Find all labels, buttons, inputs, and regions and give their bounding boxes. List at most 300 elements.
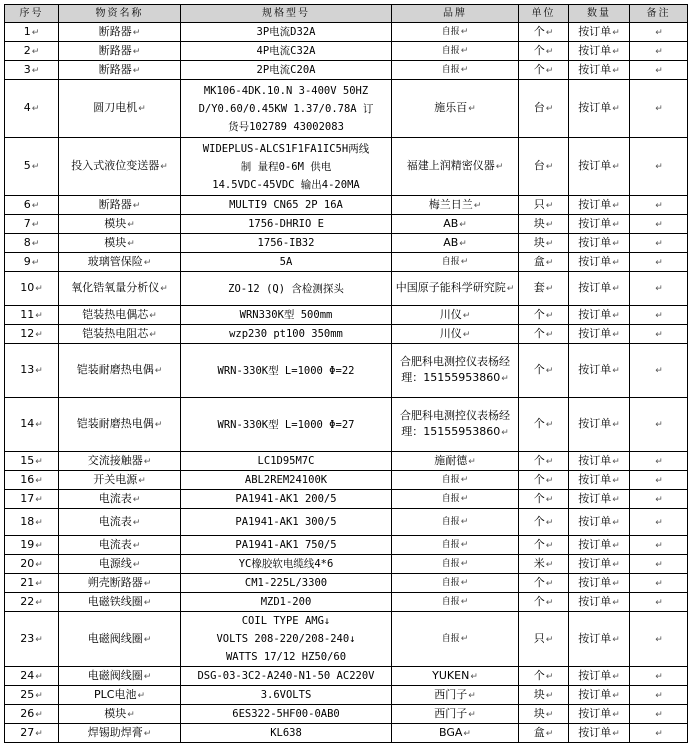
cell-brand-text: 施乐百 [434,101,468,114]
table-row [5,23,688,42]
cell-no [5,138,59,196]
paragraph-mark-icon: ↵ [132,65,141,76]
cell-brand [392,61,519,80]
cell-qty [569,574,630,593]
paragraph-mark-icon: ↵ [462,310,471,321]
cell-spec [181,306,392,325]
paragraph-mark-icon: ↵ [612,27,620,38]
cell-brand [392,272,519,306]
paragraph-mark-icon: ↵ [460,517,469,527]
table-row [5,61,688,80]
cell-note [630,574,688,593]
cell-note [630,667,688,686]
cell-brand-text: 自报 [441,597,460,607]
paragraph-mark-icon: ↵ [655,219,663,230]
paragraph-mark-icon: ↵ [612,456,620,467]
cell-note [630,344,688,398]
paragraph-mark-icon: ↵ [612,517,620,528]
cell-no [5,215,59,234]
table-row [5,80,688,138]
cell-spec [181,536,392,555]
table-row [5,667,688,686]
paragraph-mark-icon: ↵ [132,494,141,505]
cell-name-text: 氧化锆氧量分析仪 [71,281,160,294]
paragraph-mark-icon: ↵ [612,559,620,570]
cell-qty [569,215,630,234]
paragraph-mark-icon: ↵ [35,540,43,551]
cell-note [630,724,688,743]
cell-name [59,452,181,471]
cell-no-text: 1 [23,24,31,38]
cell-note [630,23,688,42]
spec-line: WRN-330K型 L=1000 Φ=27 [217,418,355,431]
spec-line: DSG-03-3C2-A240-N1-50 AC220V [197,670,375,682]
cell-qty [569,509,630,536]
spec-line: 3P电流D32A [256,26,316,38]
cell-no [5,471,59,490]
cell-brand-text: 施耐德 [434,453,468,467]
paragraph-mark-icon: ↵ [31,238,40,249]
cell-name-text: 模块 [104,216,127,230]
cell-unit [519,253,569,272]
cell-brand [392,138,519,196]
cell-brand [392,23,519,42]
paragraph-mark-icon: ↵ [545,420,554,430]
paragraph-mark-icon: ↵ [31,219,40,230]
cell-brand [392,574,519,593]
paragraph-mark-icon: ↵ [545,310,554,321]
spec-line: 1756-IB32 [257,237,315,249]
cell-no [5,253,59,272]
cell-unit [519,471,569,490]
cell-brand-text: BGA [439,725,463,739]
cell-name [59,23,181,42]
cell-qty-text: 按订单 [578,254,612,268]
cell-brand [392,667,519,686]
paragraph-mark-icon: ↵ [35,728,43,739]
paragraph-mark-icon: ↵ [149,310,157,321]
header-name: 物资名称 [59,5,181,23]
cell-qty-text: 按订单 [578,235,612,249]
cell-brand-text: AB [443,216,459,230]
cell-name-text: PLC电池 [94,687,137,701]
paragraph-mark-icon: ↵ [545,559,554,570]
cell-spec [181,61,392,80]
spec-line: 货号102789 43002083 [228,120,344,133]
header-row [5,5,688,23]
cell-note [630,490,688,509]
paragraph-mark-icon: ↵ [655,540,663,551]
cell-no [5,724,59,743]
paragraph-mark-icon: ↵ [612,257,620,268]
spec-line: 制 量程0-6M 供电 [240,160,332,173]
cell-name [59,325,181,344]
spec-line: PA1941-AK1 750/5 [235,539,337,551]
cell-unit-text: 个 [533,417,545,430]
paragraph-mark-icon: ↵ [612,690,620,701]
paragraph-mark-icon: ↵ [545,475,554,486]
cell-unit-text: 个 [533,472,545,486]
paragraph-mark-icon: ↵ [127,219,135,230]
spec-line: MK106-4DK.10.N 3-400V 50HZ [203,84,369,97]
cell-brand-text: 自报 [441,475,460,485]
paragraph-mark-icon: ↵ [612,219,620,230]
cell-name-text: 模块 [104,706,127,720]
cell-note [630,555,688,574]
paragraph-mark-icon: ↵ [132,200,141,211]
cell-qty-text: 按订单 [578,537,612,551]
paragraph-mark-icon: ↵ [612,540,620,551]
table-row [5,452,688,471]
cell-spec [181,253,392,272]
paragraph-mark-icon: ↵ [655,257,663,268]
cell-brand-text: 自报 [441,634,460,644]
cell-spec [181,667,392,686]
paragraph-mark-icon: ↵ [35,709,43,720]
cell-brand [392,80,519,138]
cell-brand-text: 福建上润精密仪器 [406,159,495,172]
cell-name [59,667,181,686]
paragraph-mark-icon: ↵ [468,104,476,114]
table-row [5,325,688,344]
paragraph-mark-icon: ↵ [31,200,40,211]
cell-note [630,471,688,490]
paragraph-mark-icon: ↵ [545,238,554,249]
cell-brand-text: 中国原子能科学研究院 [395,281,506,294]
cell-qty [569,724,630,743]
cell-unit-text: 盒 [533,725,545,739]
cell-unit [519,724,569,743]
spec-line: MZD1-200 [260,596,312,608]
spec-line: ABL2REM24100K [244,474,328,486]
paragraph-mark-icon: ↵ [655,634,663,645]
table-row [5,612,688,667]
table-row [5,196,688,215]
cell-no [5,490,59,509]
cell-unit [519,61,569,80]
cell-name-text: 断路器 [98,43,132,57]
table-row [5,272,688,306]
cell-name [59,612,181,667]
cell-note [630,325,688,344]
cell-brand-text: 西门子 [434,687,468,701]
cell-spec [181,555,392,574]
cell-qty [569,398,630,452]
cell-unit [519,574,569,593]
paragraph-mark-icon: ↵ [460,597,469,607]
table-row [5,398,688,452]
cell-qty-text: 按订单 [578,687,612,701]
cell-unit-text: 个 [533,363,545,376]
paragraph-mark-icon: ↵ [545,27,554,38]
paragraph-mark-icon: ↵ [655,366,663,376]
paragraph-mark-icon: ↵ [655,494,663,505]
spec-line: PA1941-AK1 200/5 [235,493,337,505]
paragraph-mark-icon: ↵ [655,200,663,211]
cell-brand-text: 西门子 [434,706,468,720]
cell-no [5,574,59,593]
cell-spec [181,724,392,743]
cell-name-text: 焊锡助焊膏 [87,725,143,739]
paragraph-mark-icon: ↵ [143,257,152,268]
paragraph-mark-icon: ↵ [612,238,620,249]
paragraph-mark-icon: ↵ [612,104,620,114]
cell-unit-text: 块 [533,216,545,230]
cell-qty [569,61,630,80]
header-spec: 规格型号 [181,5,392,23]
cell-unit-text: 个 [533,514,545,528]
table-row [5,253,688,272]
paragraph-mark-icon: ↵ [468,690,476,701]
cell-spec [181,574,392,593]
cell-no [5,325,59,344]
paragraph-mark-icon: ↵ [35,456,43,467]
cell-brand [392,344,519,398]
table-row [5,42,688,61]
header-note: 备注 [630,5,688,23]
cell-no-text: 14 [20,417,35,430]
cell-name [59,215,181,234]
paragraph-mark-icon: ↵ [545,456,554,467]
paragraph-mark-icon: ↵ [545,517,554,528]
cell-no-text: 3 [23,62,31,76]
cell-no-text: 13 [20,363,35,376]
paragraph-mark-icon: ↵ [612,65,620,76]
paragraph-mark-icon: ↵ [468,456,476,467]
cell-qty [569,612,630,667]
cell-no-text: 2 [23,43,31,57]
paragraph-mark-icon: ↵ [612,284,620,294]
paragraph-mark-icon: ↵ [545,728,554,739]
cell-no [5,398,59,452]
cell-qty-text: 按订单 [578,556,612,570]
cell-note [630,398,688,452]
table-row [5,555,688,574]
cell-qty [569,234,630,253]
cell-qty-text: 按订单 [578,631,612,645]
cell-unit [519,306,569,325]
cell-qty [569,196,630,215]
table-row [5,490,688,509]
paragraph-mark-icon: ↵ [31,27,40,38]
paragraph-mark-icon: ↵ [143,597,152,608]
cell-spec [181,344,392,398]
cell-qty [569,667,630,686]
cell-brand [392,555,519,574]
cell-qty-text: 按订单 [578,453,612,467]
cell-no-text: 26 [20,706,35,720]
cell-name [59,306,181,325]
cell-qty-text: 按订单 [578,594,612,608]
spec-line: 2P电流C20A [256,64,316,76]
paragraph-mark-icon: ↵ [460,46,469,56]
cell-spec [181,42,392,61]
cell-brand-text: 自报 [441,257,460,267]
cell-name-text: 断路器 [98,197,132,211]
cell-no-text: 21 [20,575,35,589]
cell-unit [519,593,569,612]
paragraph-mark-icon: ↵ [460,475,469,485]
cell-no [5,705,59,724]
cell-qty [569,344,630,398]
spec-line: KL638 [270,727,302,739]
paragraph-mark-icon: ↵ [35,690,43,701]
cell-no-text: 24 [20,668,35,682]
cell-qty [569,80,630,138]
paragraph-mark-icon: ↵ [143,728,152,739]
cell-spec [181,452,392,471]
cell-spec [181,196,392,215]
cell-qty [569,42,630,61]
paragraph-mark-icon: ↵ [655,517,663,528]
cell-unit-text: 个 [533,62,545,76]
cell-no [5,536,59,555]
paragraph-mark-icon: ↵ [655,104,663,114]
paragraph-mark-icon: ↵ [655,475,663,486]
spec-line: WATTS 17/12 HZ50/60 [225,651,347,663]
paragraph-mark-icon: ↵ [463,728,471,739]
cell-brand [392,593,519,612]
cell-brand-text: 合肥科电测控仪表杨经理：15155953860 [400,355,510,384]
spec-line: WIDEPLUS-ALCS1F1FA1IC5H两线 [202,142,370,155]
cell-note [630,509,688,536]
paragraph-mark-icon: ↵ [612,366,620,376]
cell-qty-text: 按订单 [578,725,612,739]
cell-qty-text: 按订单 [578,668,612,682]
cell-no-text: 11 [20,307,35,321]
cell-name [59,509,181,536]
paragraph-mark-icon: ↵ [35,559,43,570]
cell-unit-text: 个 [533,575,545,589]
cell-note [630,452,688,471]
paragraph-mark-icon: ↵ [655,597,663,608]
cell-name [59,398,181,452]
cell-name-text: 朔壳断路器 [87,575,143,589]
cell-unit-text: 台 [533,101,545,114]
cell-name-text: 投入式液位变送器 [71,159,160,172]
cell-no-text: 5 [23,159,31,172]
spec-line: PA1941-AK1 300/5 [235,516,337,528]
paragraph-mark-icon: ↵ [459,238,467,249]
cell-qty [569,452,630,471]
cell-name-text: 电流表 [98,514,132,528]
cell-qty [569,306,630,325]
paragraph-mark-icon: ↵ [473,200,482,211]
cell-name [59,253,181,272]
paragraph-mark-icon: ↵ [143,634,152,645]
header-qty: 数量 [569,5,630,23]
paragraph-mark-icon: ↵ [545,65,554,76]
table-row [5,234,688,253]
paragraph-mark-icon: ↵ [468,709,476,720]
paragraph-mark-icon: ↵ [460,578,469,588]
cell-unit [519,612,569,667]
cell-name-text: 断路器 [98,62,132,76]
cell-brand [392,325,519,344]
paragraph-mark-icon: ↵ [137,690,145,701]
paragraph-mark-icon: ↵ [545,257,554,268]
cell-brand [392,398,519,452]
paragraph-mark-icon: ↵ [132,46,141,57]
cell-unit-text: 个 [533,326,545,340]
cell-unit-text: 个 [533,453,545,467]
paragraph-mark-icon: ↵ [545,284,554,294]
cell-unit [519,325,569,344]
paragraph-mark-icon: ↵ [35,366,43,376]
cell-brand [392,724,519,743]
paragraph-mark-icon: ↵ [545,46,554,57]
paragraph-mark-icon: ↵ [143,671,152,682]
paragraph-mark-icon: ↵ [35,597,43,608]
cell-note [630,234,688,253]
paragraph-mark-icon: ↵ [31,257,40,268]
cell-spec [181,686,392,705]
paragraph-mark-icon: ↵ [545,634,554,645]
cell-name-text: 圆刀电机 [93,101,138,114]
paragraph-mark-icon: ↵ [655,238,663,249]
paragraph-mark-icon: ↵ [149,329,157,340]
paragraph-mark-icon: ↵ [132,27,141,38]
cell-spec [181,325,392,344]
cell-name-text: 电流表 [98,491,132,505]
cell-brand [392,196,519,215]
cell-unit [519,42,569,61]
cell-name [59,138,181,196]
cell-name [59,80,181,138]
cell-no-text: 16 [20,472,35,486]
cell-brand-text: 自报 [441,540,460,550]
paragraph-mark-icon: ↵ [31,104,40,114]
cell-no-text: 23 [20,631,35,645]
cell-name-text: 铠装耐磨热电偶 [76,417,154,430]
paragraph-mark-icon: ↵ [655,709,663,720]
spec-line: wzp230 pt100 350mm [229,328,343,340]
cell-note [630,272,688,306]
cell-brand-text: 自报 [441,65,460,75]
cell-qty-text: 按订单 [578,62,612,76]
cell-name [59,344,181,398]
paragraph-mark-icon: ↵ [545,690,554,701]
paragraph-mark-icon: ↵ [545,200,554,211]
cell-unit-text: 个 [533,594,545,608]
cell-no-text: 7 [23,216,31,230]
table-row [5,536,688,555]
paragraph-mark-icon: ↵ [655,310,663,321]
cell-no-text: 22 [20,594,35,608]
cell-unit-text: 米 [533,556,545,570]
paragraph-mark-icon: ↵ [132,540,141,551]
cell-unit-text: 个 [533,668,545,682]
table-row [5,509,688,536]
paragraph-mark-icon: ↵ [35,475,43,486]
paragraph-mark-icon: ↵ [612,310,620,321]
cell-unit [519,196,569,215]
cell-brand [392,215,519,234]
cell-no-text: 9 [23,254,31,268]
cell-brand [392,306,519,325]
cell-no-text: 19 [20,537,35,551]
paragraph-mark-icon: ↵ [160,162,168,172]
cell-name [59,593,181,612]
paragraph-mark-icon: ↵ [545,366,554,376]
paragraph-mark-icon: ↵ [655,65,663,76]
cell-unit [519,536,569,555]
cell-note [630,42,688,61]
spec-line: 6ES322-5HF00-0AB0 [232,708,340,720]
paragraph-mark-icon: ↵ [127,238,135,249]
header-unit: 单位 [519,5,569,23]
cell-no-text: 17 [20,491,35,505]
